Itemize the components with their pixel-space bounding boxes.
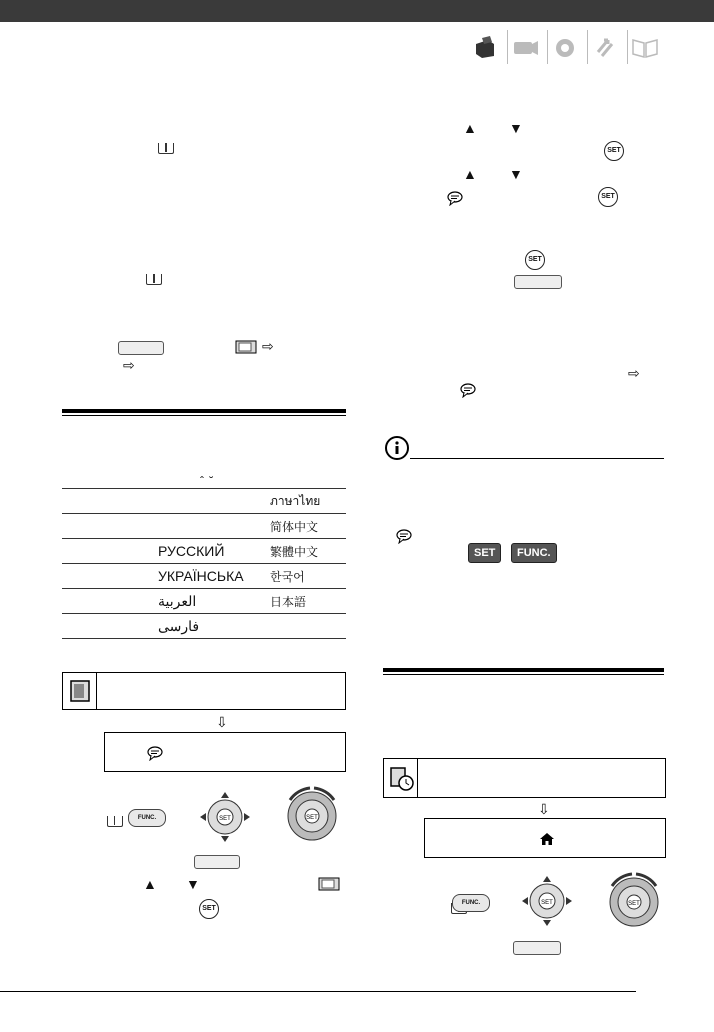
table-cell: [62, 589, 154, 614]
table-cell: 简体中文: [266, 514, 346, 539]
svg-text:SET: SET: [541, 900, 553, 906]
set-button-icon: SET: [604, 141, 624, 161]
joystick-icon[interactable]: [520, 874, 574, 928]
table-cell: [62, 489, 154, 514]
chapter-tabs: [468, 30, 668, 64]
footer-rule: [0, 991, 636, 992]
table-cell: 日本語: [266, 589, 346, 614]
note-rule: [410, 458, 664, 459]
camcorder-icon[interactable]: [507, 30, 542, 64]
set-button-icon: SET: [598, 187, 618, 207]
down-triangle-icon: ▼: [186, 876, 200, 892]
mode-flow-box: [62, 672, 346, 710]
svg-text:SET: SET: [219, 816, 231, 822]
table-cell: 繁體中文: [266, 539, 346, 564]
table-cell: [266, 614, 346, 639]
language-table: [62, 488, 346, 639]
arrow-down-icon: ⇩: [216, 715, 228, 731]
table-cell: [62, 539, 154, 564]
up-triangle-icon: ▲: [463, 120, 477, 136]
table-row: [62, 589, 346, 614]
arrow-right-icon: ⇨: [123, 358, 135, 374]
svg-text:SET: SET: [306, 815, 318, 821]
table-cell: العربية: [154, 589, 266, 614]
transfer-icon[interactable]: [587, 30, 622, 64]
table-row: [62, 514, 346, 539]
set-pill-icon: SET: [468, 543, 501, 563]
section-rule: [62, 415, 346, 416]
table-cell: УКРАЇНСЬКА: [154, 564, 266, 589]
table-cell: [62, 514, 154, 539]
arrow-down-icon: ⇩: [538, 802, 550, 818]
set-button-icon: SET: [199, 899, 219, 919]
control-dial-icon[interactable]: [602, 870, 666, 934]
speech-bubble-icon: [447, 190, 463, 206]
table-cell: РУССКИЙ: [154, 539, 266, 564]
svg-text:SET: SET: [628, 901, 640, 907]
section-rule: [62, 409, 346, 413]
home-icon: [539, 832, 555, 846]
table-cell: [154, 514, 266, 539]
playback-mode-icon: [318, 876, 342, 892]
table-cell: ภาษาไทย: [266, 489, 346, 514]
playback-clock-icon: [384, 759, 418, 797]
func-key-outline: [194, 855, 240, 869]
table-row: [62, 539, 346, 564]
table-cell: [62, 564, 154, 589]
table-cell: 한국어: [266, 564, 346, 589]
arrow-right-icon: ⇨: [262, 339, 274, 355]
joystick-icon[interactable]: [198, 790, 252, 844]
down-triangle-icon: ▼: [509, 166, 523, 182]
func-pill-icon: FUNC.: [511, 543, 557, 563]
func-key-outline: [514, 275, 562, 289]
func-button[interactable]: FUNC.: [452, 894, 490, 912]
playback-mode-icon: [235, 339, 259, 355]
speech-bubble-icon: [396, 528, 412, 544]
table-row: [62, 489, 346, 514]
diacritic-marks: ˆ ˘: [200, 474, 215, 488]
table-cell: [154, 489, 266, 514]
speech-bubble-icon: [147, 745, 163, 761]
menu-flow-box: [104, 732, 346, 772]
header-bar: [0, 0, 714, 22]
table-row: [62, 564, 346, 589]
section-rule: [383, 668, 664, 672]
info-icon: [384, 435, 410, 461]
book-icon[interactable]: [627, 30, 662, 64]
photo-icon[interactable]: [547, 30, 582, 64]
mode-flow-box: [383, 758, 666, 798]
func-button[interactable]: FUNC.: [128, 809, 166, 827]
table-cell: [62, 614, 154, 639]
func-key-outline: [118, 341, 164, 355]
page-reference-icon: [107, 816, 123, 827]
menu-flow-box: [424, 818, 666, 858]
func-key-outline: [513, 941, 561, 955]
up-triangle-icon: ▲: [463, 166, 477, 182]
speech-bubble-icon: [460, 382, 476, 398]
down-triangle-icon: ▼: [509, 120, 523, 136]
arrow-right-icon: ⇨: [628, 366, 640, 382]
up-triangle-icon: ▲: [143, 876, 157, 892]
camera-box-icon[interactable]: [468, 30, 502, 64]
page-reference-icon: [158, 143, 174, 154]
table-row: [62, 614, 346, 639]
set-button-icon: SET: [525, 250, 545, 270]
page-reference-icon: [146, 274, 162, 285]
playback-mode-icon: [63, 673, 97, 709]
control-dial-icon[interactable]: [280, 784, 344, 848]
table-cell: فارسی: [154, 614, 266, 639]
section-rule: [383, 674, 664, 675]
